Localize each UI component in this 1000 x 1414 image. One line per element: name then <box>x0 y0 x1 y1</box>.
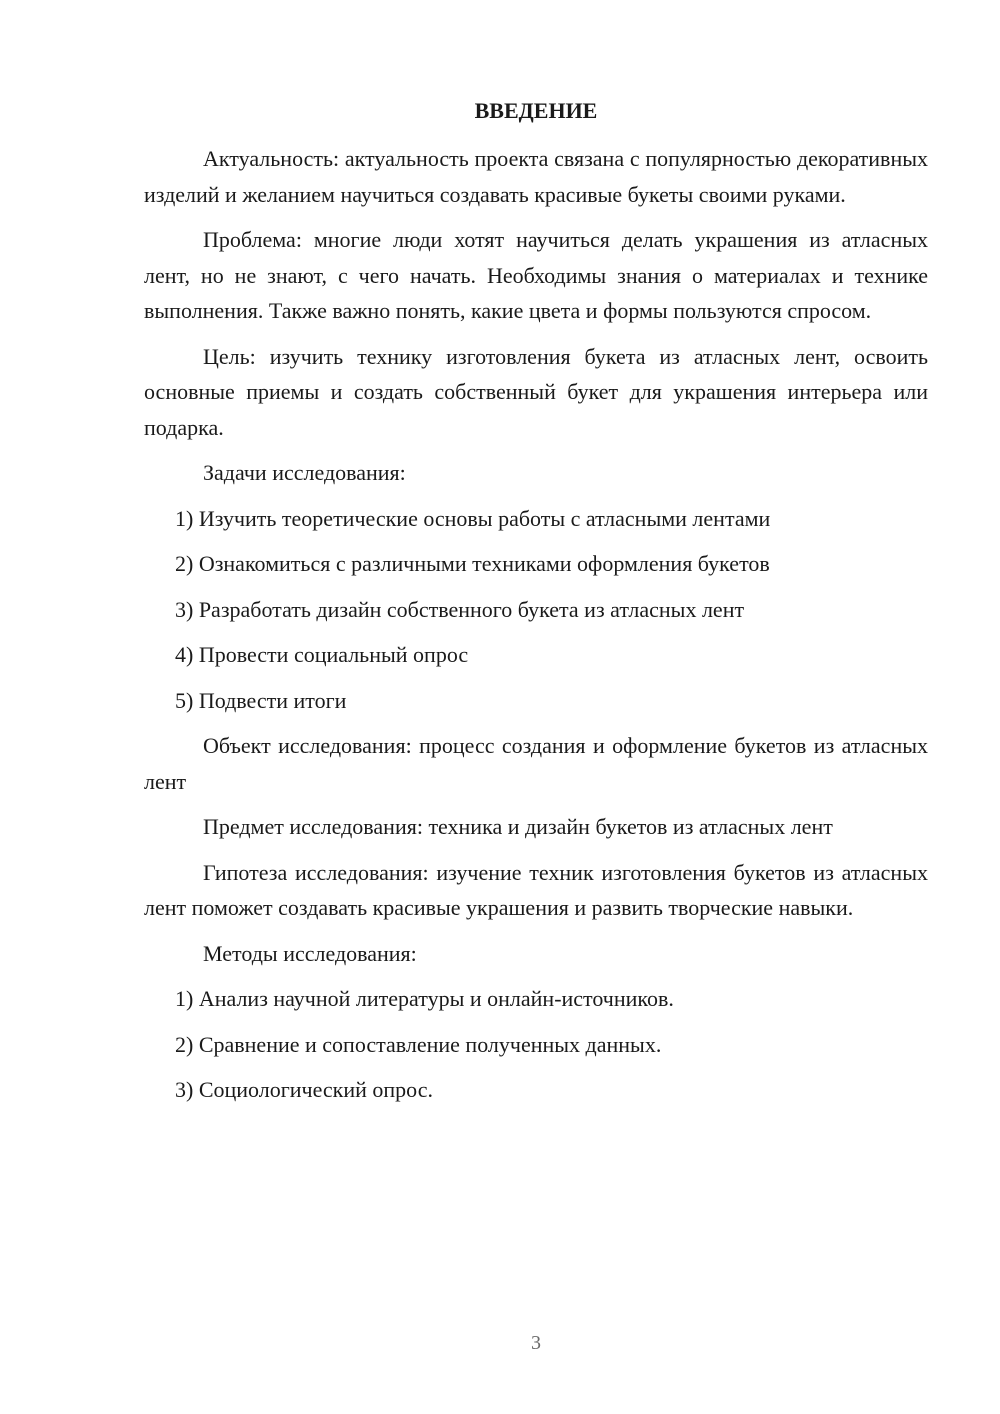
task-list-item: 2) Ознакомиться с различными техниками оформления букетов <box>175 551 770 576</box>
paragraph-tasks-heading: Задачи исследования: <box>203 460 406 485</box>
task-list-item: 5) Подвести итоги <box>175 687 347 713</box>
paragraph-goal: Цель: изучить технику изготовления букета из атласных лент, освоить основные приемы и создать собственный букет для украшения интерьера или подарка. <box>144 343 928 440</box>
paragraph-hypothesis: Гипотеза исследования: изучение техник изготовления букетов из атласных лент поможет создавать красивые украшения и развить творческие навыки. <box>144 859 928 920</box>
task-list-item: 3) Разработать дизайн собственного букета из атласных лент <box>175 596 745 622</box>
method-list-item: 3) Социологический опрос. <box>175 1077 433 1102</box>
paragraph-relevance: Актуальность: актуальность проекта связана с популярностью декоративных изделий и желанием научиться создавать красивые букеты своими руками. <box>144 146 928 207</box>
method-list-item: 2) Сравнение и сопоставление полученных данных. <box>175 1031 662 1057</box>
page-number: 3 <box>531 1332 541 1354</box>
paragraph-subject: Предмет исследования: техника и дизайн букетов из атласных лент <box>203 814 833 839</box>
paragraph-methods-heading: Методы исследования: <box>203 940 417 966</box>
task-list-item: 4) Провести социальный опрос <box>175 642 469 667</box>
paragraph-problem: Проблема: многие люди хотят научиться делать украшения из атласных лент, но не знают, с чего начать. Необходимы знания о материалах и технике выполнения. Также важно понять, какие цвета и формы пользуются спросом. <box>144 227 928 323</box>
task-list-item: 1) Изучить теоретические основы работы с атласными лентами <box>175 505 771 531</box>
section-heading: ВВЕДЕНИЕ <box>474 98 598 123</box>
method-list-item: 1) Анализ научной литературы и онлайн-источников. <box>175 986 674 1011</box>
document-body <box>144 141 928 1118</box>
paragraph-object: Объект исследования: процесс создания и оформление букетов из атласных лент <box>144 733 928 794</box>
